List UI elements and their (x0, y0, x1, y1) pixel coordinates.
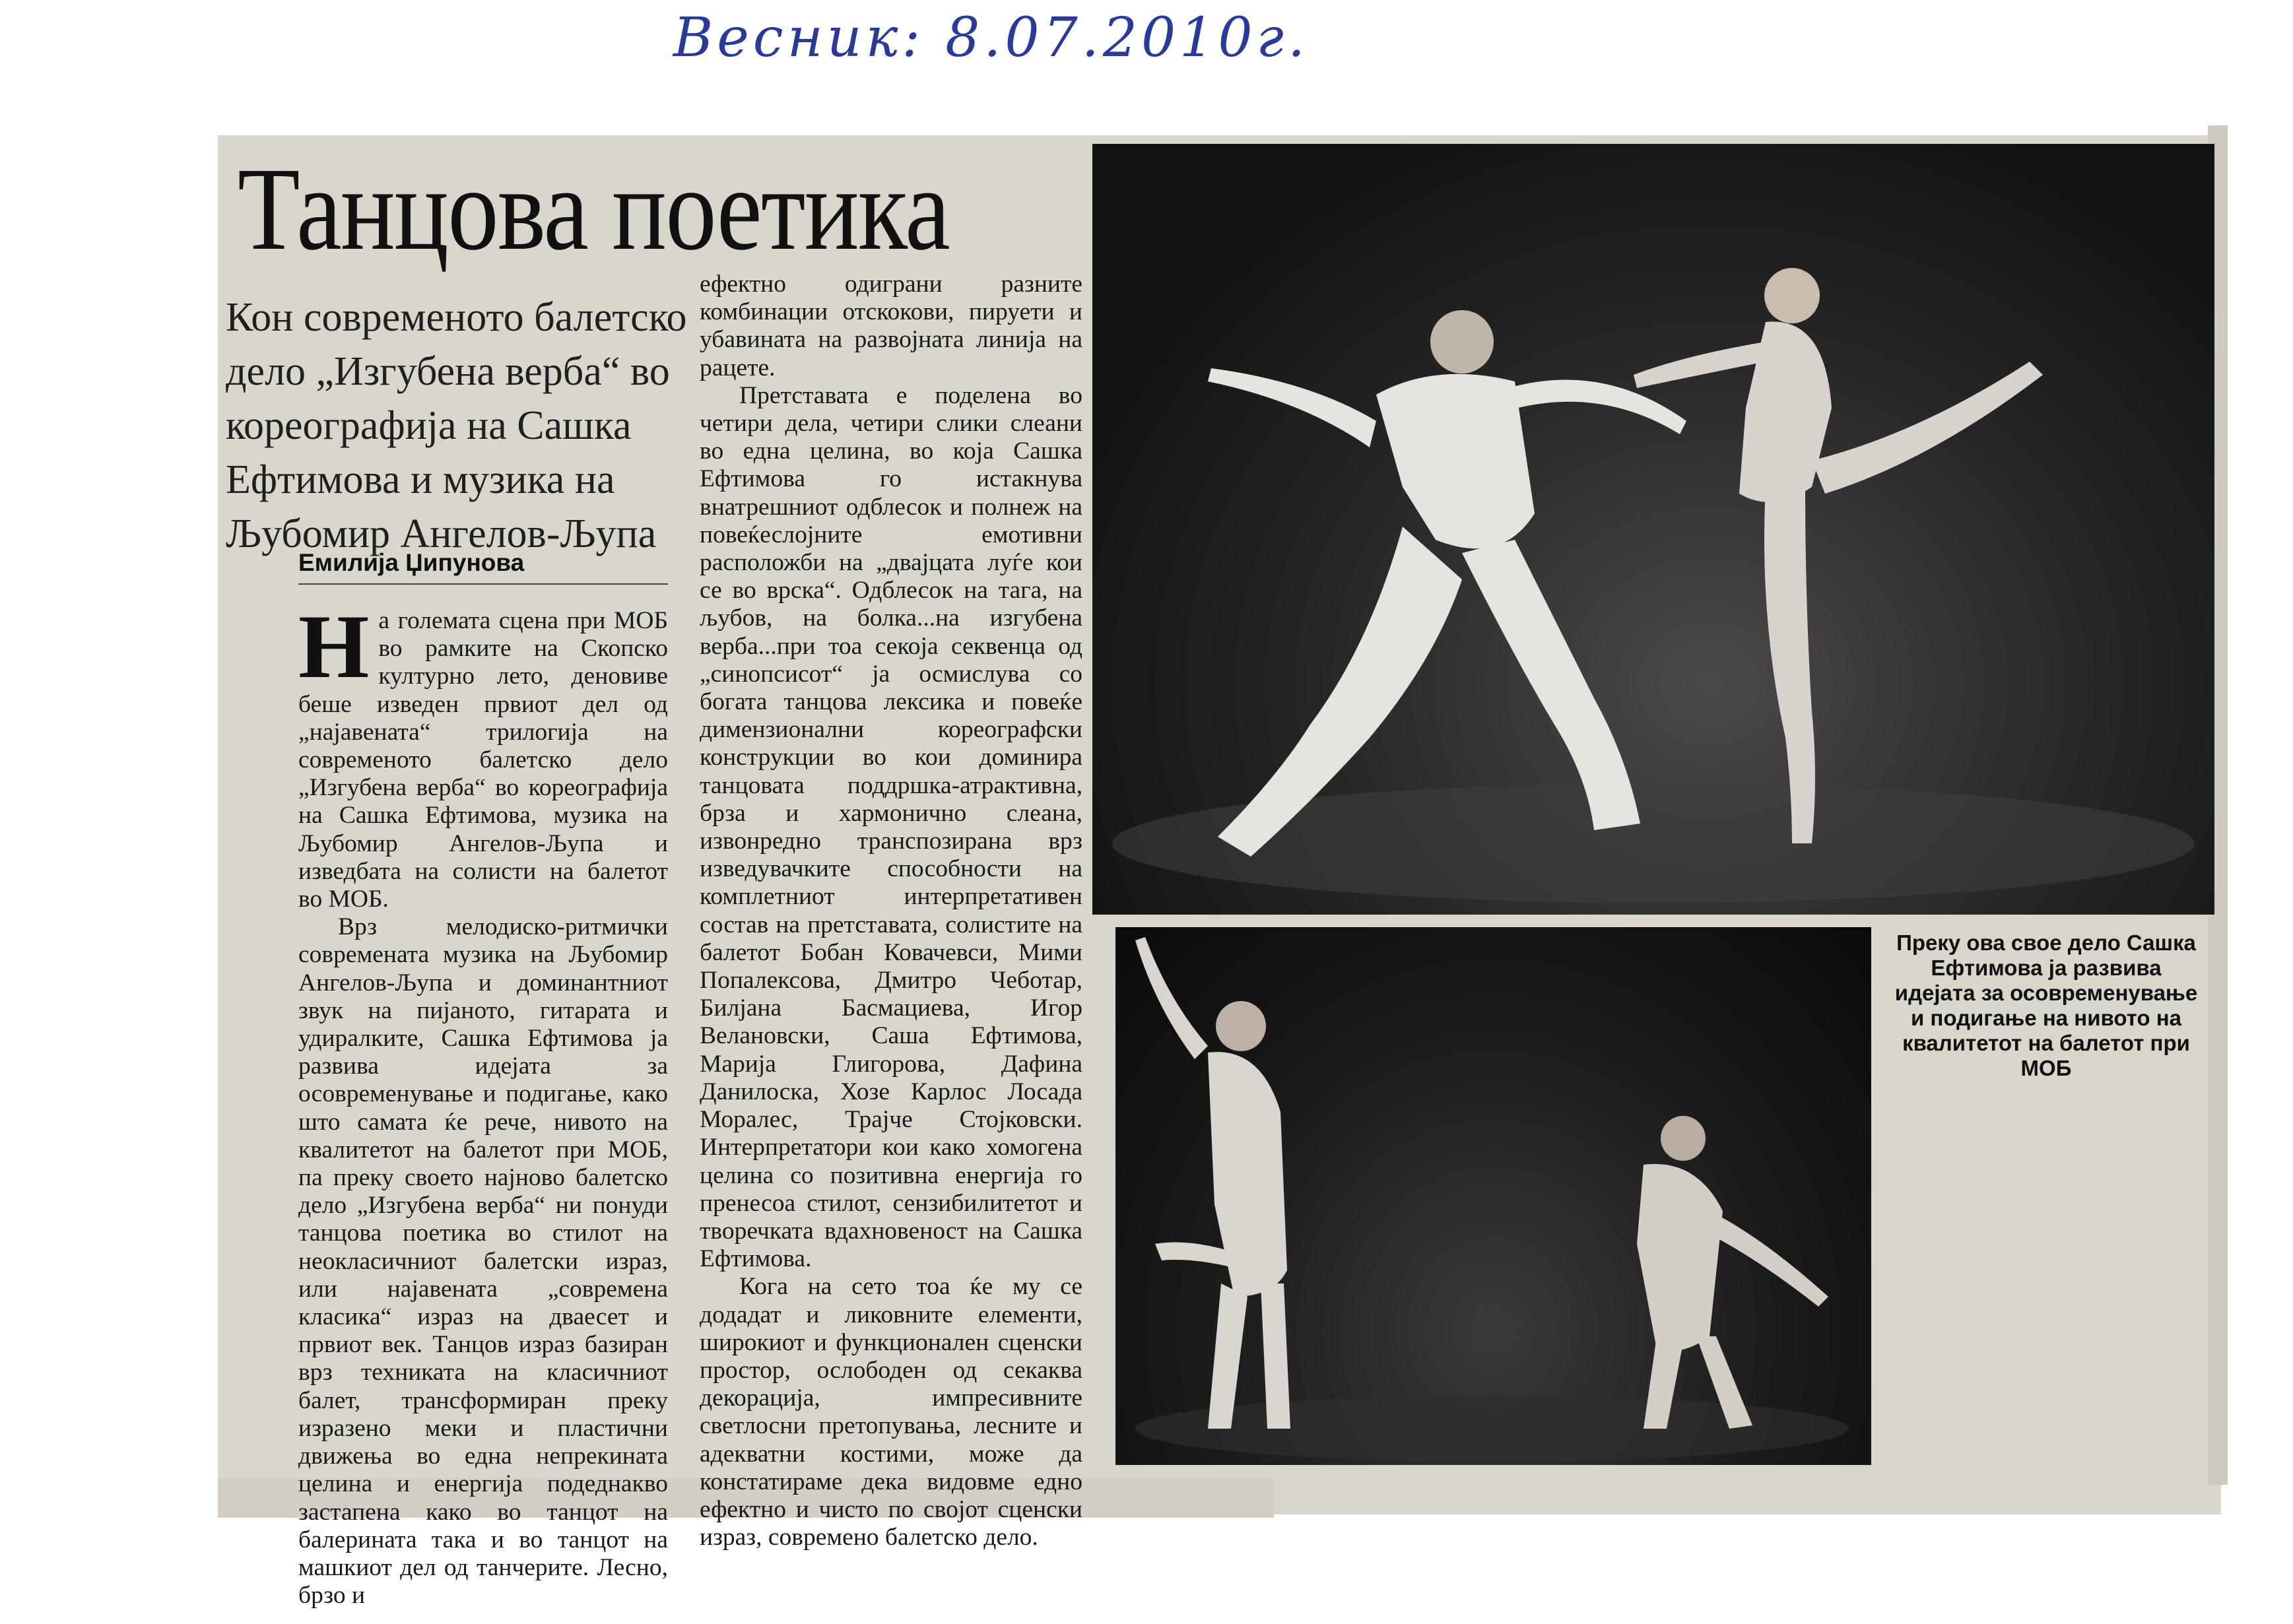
ballet-photo-main (1092, 144, 2214, 915)
paragraph-4: Претставата е поделена во четири дела, четири слики слеани во една целина, во која Сашка Ефтимова го истакнува внатрешниот одблесок и полнеж на повеќеслојните емотивни расположби на „двајцата луѓе кои се во врска“. Одблесок на тага, на љубов, на болка...на изгубена верба...при тоа секоја секвенца од „синопсисот“ ја осмислува со богата танцова лексика и повеќе димензионални кореографски конструкции во кои доминира танцовата поддршка-атрактивна, брза и хармонично слеана, извонредно транспозирана врз изведувачките способности на комплетниот интерпретативен состав на претставата, солистите на балетот Бобан Ковачевси, Мими Попалексова, Дмитро Чеботар, Билјана Басмациева, Игор Велановски, Саша Ефтимова, Марија Глигорова, Дафина Данилоска, Хозе Карлос Лосада Моралес, Трајче Стојковски. Интерпретатори кои како хомогена целина со позитивна енергија го пренесоа стилот, сензибилитетот и творечката вдахновеност на Сашка Ефтимова. (700, 381, 1082, 1273)
paragraph-3: ефектно одиграни разните комбинации отскокови, пируети и убавината на развојната линија на рацете. (700, 271, 1082, 381)
drop-cap: Н (298, 596, 370, 697)
handwritten-date-note: Весник: 8.07.2010г. (673, 7, 1310, 69)
paragraph-5: Кога на сето тоа ќе му се додадат и ликовните елементи, широкиот и функционален сценски простор, ослободен од секаква декорација, импресивните светлосни претопувања, лесните и адекватни костими, може да констатираме дека видовме едно ефектно и чисто по својот сценски израз, современо балетско дело. (700, 1273, 1082, 1551)
paragraph-1 (298, 596, 668, 913)
ballet-photo-main-figures (1092, 144, 2214, 915)
article-headline: Танцова поетика (238, 143, 950, 275)
paragraph-1-text: а големата сцена при МОБ во рамките на Скопско културно лето, деновиве беше изведен првиот дел од „најавената“ трилогија на современото балетско дело „Изгубена верба“ во кореографија на Сашка Ефтимова, музика на Љубомир Ангелов-Љупа и изведбата на солисти на балетот во МОБ. (298, 607, 668, 913)
photo-caption: Преку ова свое дело Сашка Ефтимова ја развива идејата за осовременување и подигање на нивото на квалитетот на балетот при МОБ (1894, 930, 2198, 1080)
article-byline: Емилија Џипунова (298, 549, 668, 585)
paragraph-2: Врз мелодиско-ритмички современата музика на Љубомир Ангелов-Љупа и доминантниот звук на пијаното, гитарата и удиралките, Сашка Ефтимова ја развива идејата за осовременување и подигање, како што самата ќе рече, нивото на квалитетот на балетот при МОБ, па преку своето најново балетско дело „Изгубена верба“ ни понуди танцова поетика во стилот на неокласичниот балетски израз, или најавената „современа класика“ израз на дваесет и првиот век. Танцов израз базиран врз техниката на класичниот балет, трансформиран преку изразено меки и пластични движења во една непрекината целина и енергија подеднакво застапена како во танцот на балерината така и во танцот на машкиот дел од танчерите. Лесно, брзо и (298, 913, 668, 1609)
article-column-1 (298, 596, 668, 1609)
article-column-2 (700, 271, 1082, 1551)
ballet-photo-secondary-figures (1115, 927, 1871, 1465)
ballet-photo-secondary (1115, 927, 1871, 1465)
article-deck: Кон современото балетско дело „Изгубена верба“ во кореографија на Сашка Ефтимова и музика на Љубомир Ангелов-Љупа (226, 295, 687, 556)
